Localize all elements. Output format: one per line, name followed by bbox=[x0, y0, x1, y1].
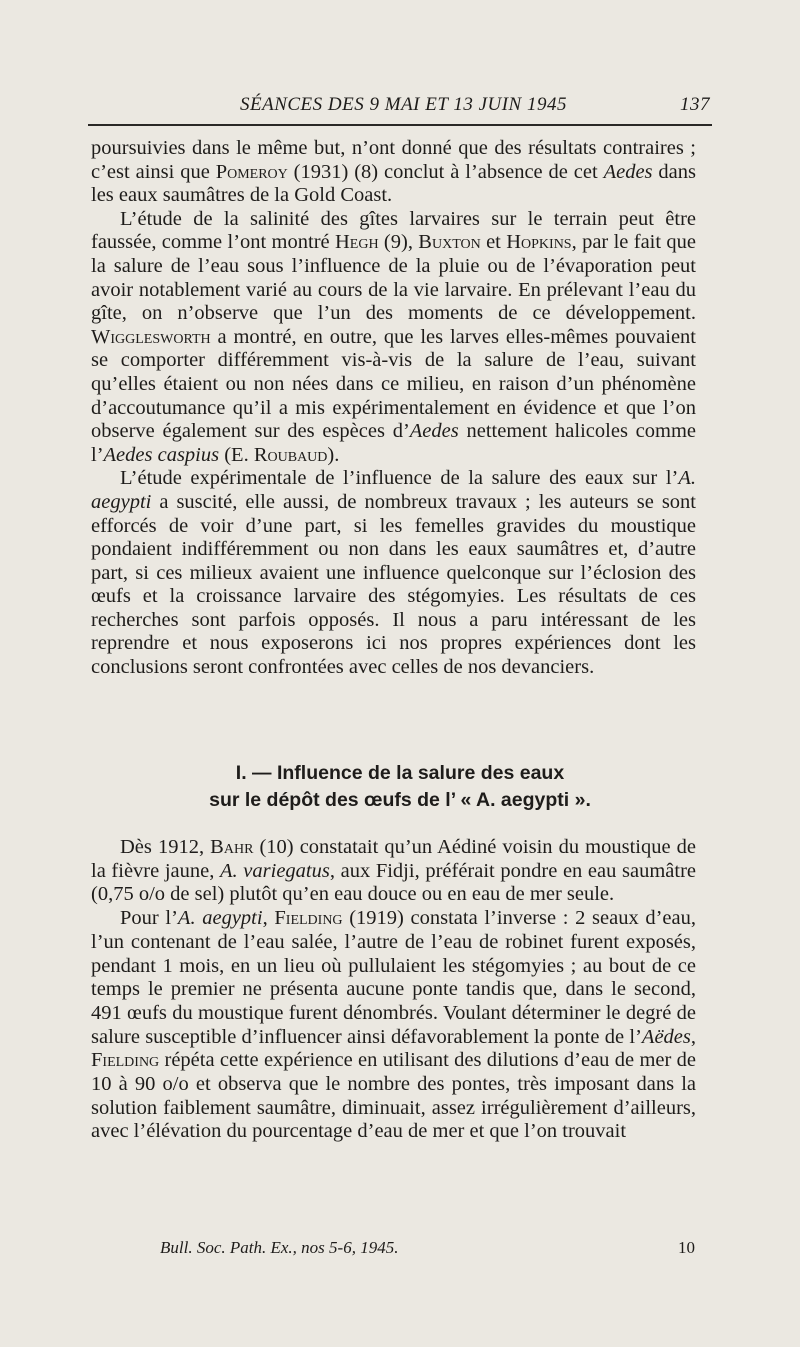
text-run: L’étude de la salinité des gîtes larvaires sur le terrain peut être faussée, comme l’ont montré bbox=[91, 207, 696, 254]
section-heading-line-2: sur le dépôt des œufs de l’ « A. aegypti ». bbox=[209, 789, 591, 811]
author-name: Pomeroy bbox=[215, 160, 288, 183]
header-rule bbox=[88, 124, 712, 126]
text-run: a montré, en outre, que les larves elles-mêmes pouvaient se comporter différemment vis-à-vis de la salure de l’eau, suivant qu’elles étaient ou non nées dans ce milieu, en raison d’un phénomène d’accoutumance qu’il a mis expérimentalement en évidence et que l’on observe également sur des espèces d’ bbox=[91, 325, 696, 443]
species-name: Aedes caspius bbox=[103, 443, 220, 466]
text-run: ). bbox=[327, 443, 340, 466]
paragraph-3 bbox=[91, 467, 696, 679]
paragraph-5 bbox=[91, 907, 696, 1144]
species-name: A. aegypti bbox=[177, 907, 263, 930]
author-name: Fielding bbox=[274, 907, 343, 930]
author-name: Roubaud bbox=[253, 443, 328, 466]
species-name: A. variegatus bbox=[220, 859, 330, 882]
text-run: répéta cette expérience en utilisant des dilutions d’eau de mer de 10 à 90 o/o et observa que le nombre des pontes, très imposant dans la solution faiblement saumâtre, diminuait, assez irrégulièrement d’ailleurs, avec l’élévation du pourcentage d’eau de mer et que l’on trouvait bbox=[91, 1049, 696, 1143]
text-run: Pour l’ bbox=[120, 907, 178, 930]
text-run: Dès 1912, bbox=[120, 836, 211, 858]
text-run: a suscité, elle aussi, de nombreux travaux ; les auteurs se sont efforcés de voir d’une part, si les femelles gravides du moustique pondaient indifféremment ou non dans les eaux saumâtres et, d’autre part, si ces milieux avaient une influence quelconque sur l’éclosion des œufs et la croissance larvaire des stégomyies. Les résultats de ces recherches sont parfois opposés. Il nous a paru intéressant de les reprendre et nous exposerons ici nos propres expériences dont les conclusions seront confrontées avec celles de nos devanciers. bbox=[91, 490, 696, 679]
text-run: (E. bbox=[219, 443, 254, 466]
author-name: Hopkins bbox=[506, 231, 572, 254]
body-text-section bbox=[91, 836, 696, 1144]
author-name: Hegh bbox=[334, 231, 379, 254]
text-run: (1931) (8) conclut à l’absence de cet bbox=[287, 160, 604, 183]
body-text bbox=[91, 137, 696, 680]
text-run: poursuivies dans le même but, n’ont donné que des résultats contraires ; c’est ainsi que bbox=[91, 137, 696, 183]
text-run: L’étude expérimentale de l’influence de la salure des eaux sur l’ bbox=[120, 467, 679, 490]
text-run: , par le fait que la salure de l’eau sous l’influence de la pluie ou de l’évaporation peut avoir notablement varié au cours de la vie larvaire. En prélevant l’eau du gîte, on n’observe que l’un des moments de ce développement. bbox=[91, 231, 697, 325]
text-run: et bbox=[480, 231, 507, 254]
text-run: (10) constatait qu’un Aédiné voisin du moustique de la fièvre jaune, bbox=[91, 836, 697, 882]
paragraph-1 bbox=[91, 137, 696, 208]
signature-mark: 10 bbox=[678, 1238, 695, 1257]
author-name: Buxton bbox=[418, 231, 481, 254]
text-run: nettement halicoles comme l’ bbox=[91, 420, 697, 466]
author-name: Wigglesworth bbox=[91, 325, 211, 348]
page-number: 137 bbox=[680, 94, 710, 115]
section-heading-line-1: I. — Influence de la salure des eaux bbox=[235, 762, 565, 784]
species-name: Aedes bbox=[603, 160, 653, 183]
text-run: , aux Fidji, préférait pondre en eau saumâtre (0,75 o/o de sel) plutôt qu’en eau douce ou en eau de mer seule. bbox=[91, 859, 696, 906]
author-name: Fielding bbox=[91, 1049, 160, 1072]
author-name: Bahr bbox=[210, 836, 254, 858]
journal-reference: Bull. Soc. Path. Ex., nos 5-6, 1945. bbox=[160, 1238, 399, 1257]
paragraph-2 bbox=[91, 208, 696, 468]
species-name: Aedes bbox=[409, 420, 459, 443]
species-name: A. aegypti bbox=[91, 467, 696, 513]
running-head-title: SÉANCES DES 9 MAI ET 13 JUIN 1945 bbox=[240, 94, 567, 115]
text-run: (1919) constata l’inverse : 2 seaux d’eau, l’un contenant de l’eau salée, l’autre de l’eau de robinet furent exposés, pendant 1 mois, en un lieu où pullulaient les stégomyies ; au bout de ce temps le premier ne présenta aucune ponte tandis que, dans le second, 491 œufs du moustique furent dénombrés. Voulant déterminer le degré de salure susceptible d’influencer ainsi défavorablement la ponte de l’ bbox=[91, 907, 697, 1048]
paragraph-4 bbox=[91, 836, 696, 907]
text-run: , bbox=[262, 907, 275, 930]
text-run: (9), bbox=[378, 231, 419, 254]
text-run: , bbox=[690, 1025, 696, 1048]
species-name: Aëdes bbox=[641, 1025, 691, 1048]
text-run: dans les eaux saumâtres de la Gold Coast. bbox=[91, 160, 697, 207]
